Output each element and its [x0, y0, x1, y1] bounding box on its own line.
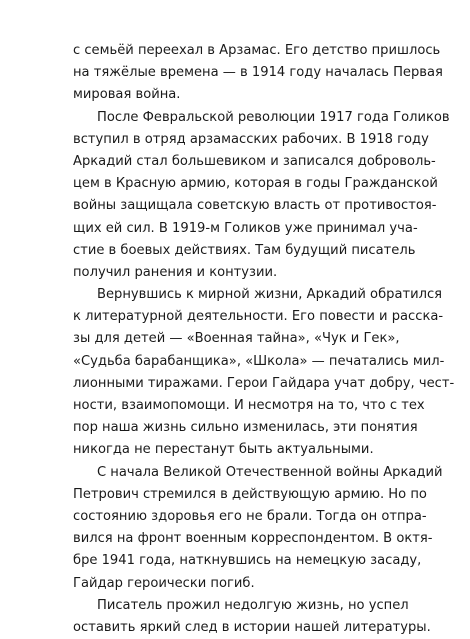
text-line: вился на фронт военным корреспондентом. В октя-: [73, 531, 433, 547]
text-line: пор наша жизнь сильно изменилась, эти понятия: [73, 420, 418, 436]
text-line: мировая война.: [73, 87, 181, 103]
text-line: Гайдар героически погиб.: [73, 575, 255, 591]
text-line: Аркадий стал большевиком и записался доброволь-: [73, 153, 436, 169]
text-line: Петрович стремился в действующую армию. Но по: [73, 486, 427, 502]
paragraph-1: [73, 40, 443, 107]
text-line: цем в Красную армию, которая в годы Гражданской: [73, 176, 438, 192]
text-line: Писатель прожил недолгую жизнь, но успел: [97, 597, 409, 613]
text-line: лионными тиражами. Герои Гайдара учат добру, чест-: [73, 375, 455, 391]
text-line: к литературной деятельности. Его повести и расска-: [73, 309, 444, 325]
text-line: зы для детей — «Военная тайна», «Чук и Гек»,: [73, 331, 400, 347]
text-line: оставить яркий след в истории нашей литературы.: [73, 619, 431, 635]
paragraph-3: [73, 284, 455, 462]
text-line: войны защищала советскую власть от противостоя-: [73, 198, 437, 214]
text-line: с семьёй переехал в Арзамас. Его детство пришлось: [73, 43, 441, 58]
text-line: «Судьба барабанщика», «Школа» — печатались мил-: [73, 353, 445, 369]
text-line: получил ранения и контузии.: [73, 264, 278, 280]
text-line: ности, взаимопомощи. И несмотря на то, что с тех: [73, 398, 425, 413]
text-line: на тяжёлые времена — в 1914 году началась Первая: [73, 65, 443, 81]
text-line: Вернувшись к мирной жизни, Аркадий обратился: [97, 287, 443, 303]
text-line: С начала Великой Отечественной войны Аркадий: [97, 464, 443, 480]
paragraph-4: [73, 462, 443, 595]
paragraph-5: [73, 595, 431, 639]
text-line: щих ей сил. В 1919-м Голиков уже принимал уча-: [73, 220, 418, 236]
text-line: вступил в отряд арзамасских рабочих. В 1918 году: [73, 131, 429, 147]
paragraph-2: [73, 107, 450, 285]
text-line: После Февральской революции 1917 года Голиков: [97, 109, 450, 125]
text-line: бре 1941 года, наткнувшись на немецкую засаду,: [73, 553, 422, 569]
text-line: стие в боевых действиях. Там будущий писатель: [73, 242, 416, 258]
body-text: [73, 40, 455, 639]
text-line: никогда не перестанут быть актуальными.: [73, 442, 374, 458]
text-line: состоянию здоровья его не брали. Тогда он отпра-: [73, 508, 427, 524]
